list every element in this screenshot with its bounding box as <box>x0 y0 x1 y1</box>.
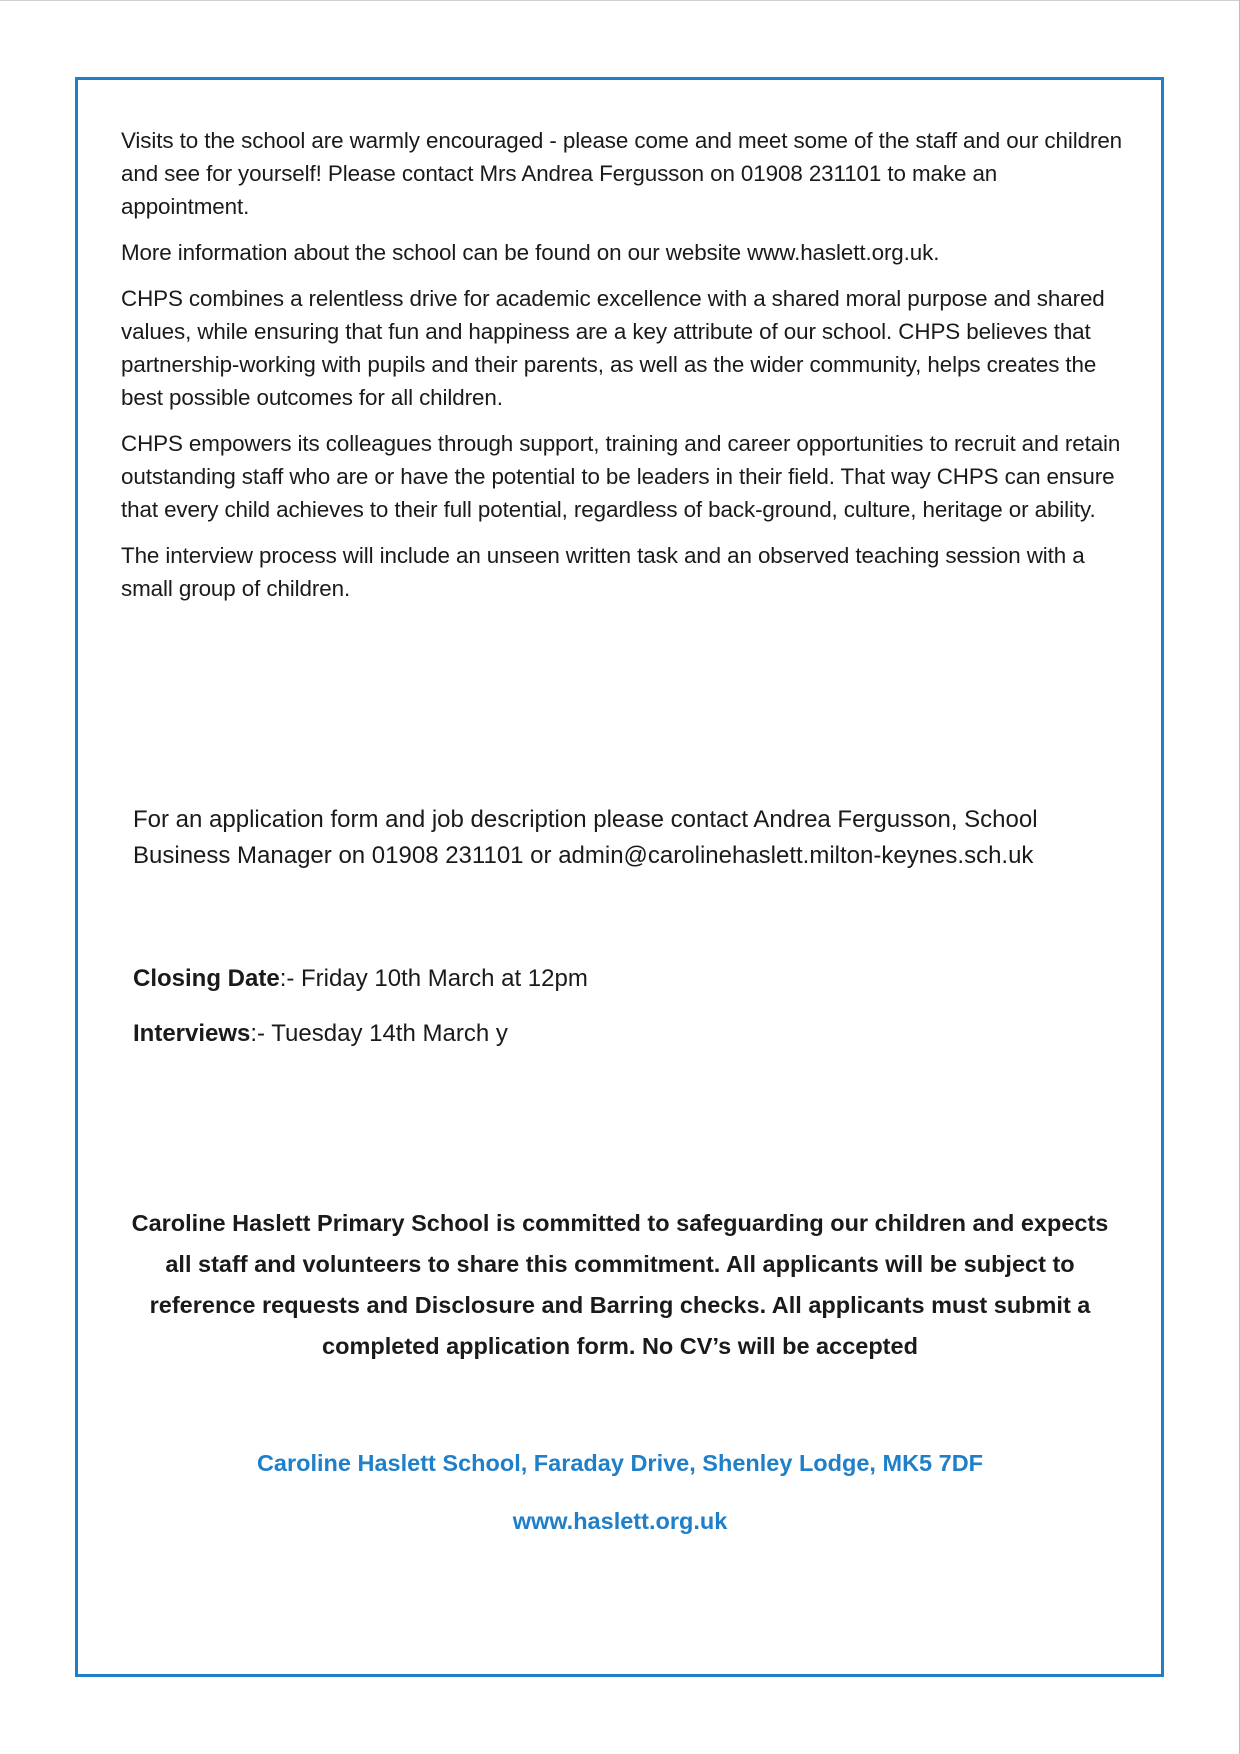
ethos-paragraph: CHPS combines a relentless drive for academic excellence with a shared moral purpose and shared values, while ensuring that fun and happiness are a key attribute of our school. CHPS believes that partnership-working with pupils and their parents, as well as the wider community, helps creates the best possible outcomes for all children. <box>121 286 1105 410</box>
website-info-paragraph: More information about the school can be found on our website www.haslett.org.uk. <box>121 240 940 265</box>
closing-date-value: :- Friday 10th March at 12pm <box>279 965 588 992</box>
application-contact-paragraph: For an application form and job description please contact Andrea Fergusson, School Business Manager on 01908 231101 or admin@carolinehaslett.milton-keynes.sch.uk <box>133 806 1038 869</box>
key-dates <box>133 962 1033 1072</box>
safeguarding-statement: Caroline Haslett Primary School is committed to safeguarding our children and expects all staff and volunteers to share this commitment. All applicants will be subject to reference requests and Disclosure and Barring checks. All applicants must submit a completed application form. No CV’s will be accepted <box>131 1210 1109 1359</box>
interviews-value: :- Tuesday 14th March y <box>250 1020 508 1047</box>
interviews-date-line <box>133 1017 1033 1050</box>
interview-process-paragraph: The interview process will include an unseen written task and an observed teaching session with a small group of children. <box>121 543 1085 601</box>
visits-paragraph: Visits to the school are warmly encouraged - please come and meet some of the staff and our children and see for yourself! Please contact Mrs Andrea Fergusson on 01908 231101 to make an appointment. <box>121 128 1123 219</box>
closing-date-line <box>133 962 1033 995</box>
school-website: www.haslett.org.uk <box>512 1508 728 1534</box>
closing-date-label: Closing Date <box>133 965 280 992</box>
staff-development-paragraph: CHPS empowers its colleagues through support, training and career opportunities to recruit and retain outstanding staff who are or have the potential to be leaders in their field. That way CHPS can ensure that every child achieves to their full potential, regardless of back-ground, culture, heritage or ability. <box>121 431 1121 522</box>
interviews-label: Interviews <box>133 1020 251 1047</box>
intro-section <box>121 124 1131 618</box>
school-address: Caroline Haslett School, Faraday Drive, Shenley Lodge, MK5 7DF <box>256 1450 984 1476</box>
page-top-edge <box>0 0 1240 1</box>
